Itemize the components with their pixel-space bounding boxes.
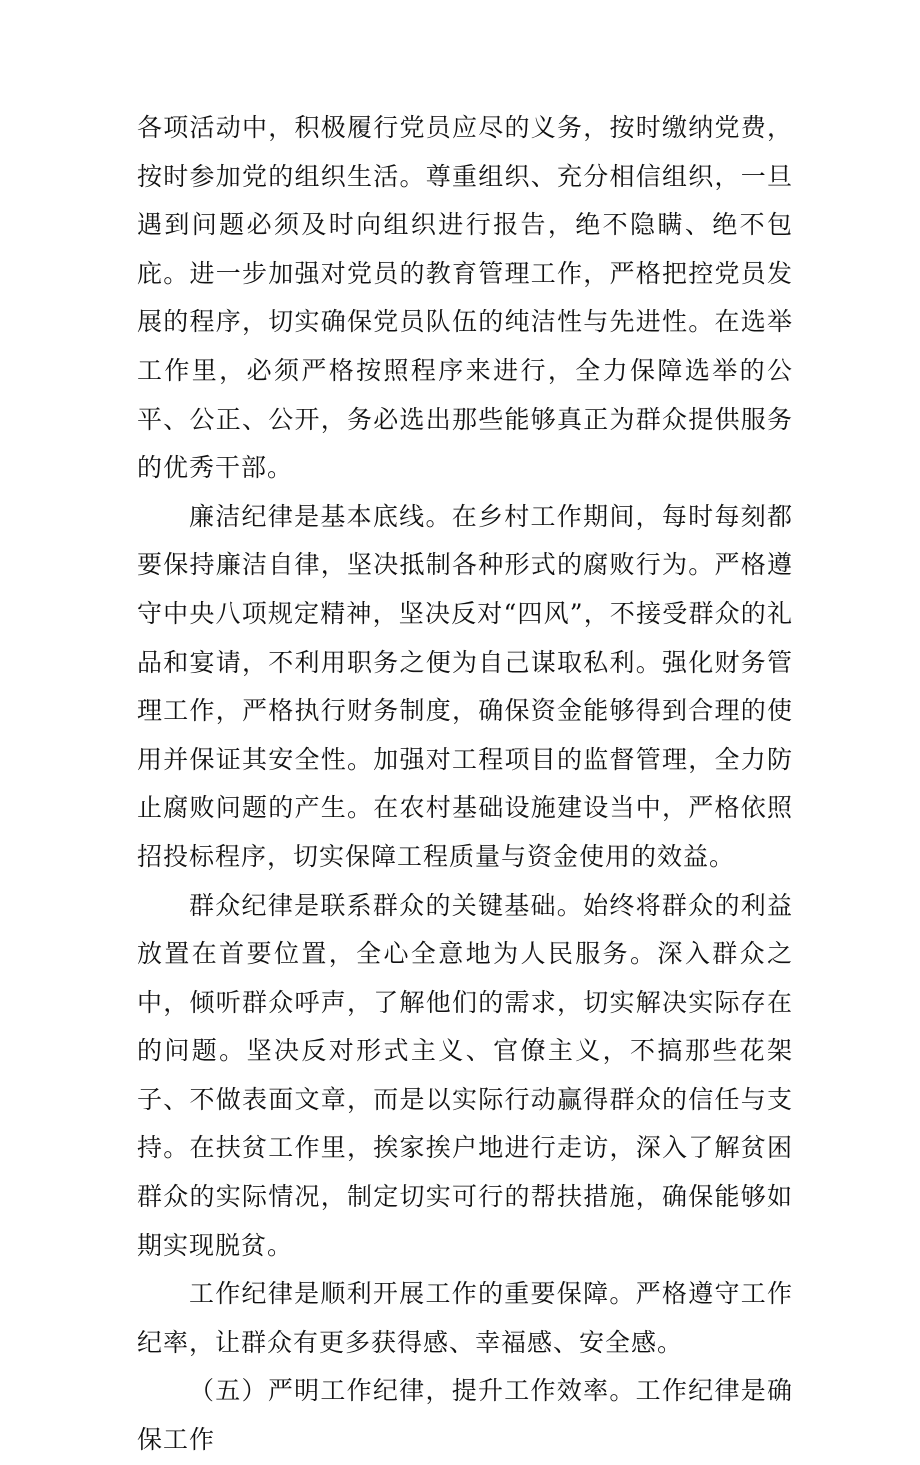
section-heading-five: （五）严明工作纪律，提升工作效率。工作纪律是确保工作 [137, 1376, 793, 1455]
paragraph-integrity-discipline: 廉洁纪律是基本底线。在乡村工作期间，每时每刻都要保持廉洁自律，坚决抵制各种形式的腐败行为。严格遵守中央八项规定精神，坚决反对“四风”，不接受群众的礼品和宴请，不利用职务之便为自己谋取私利。强化财务管理工作，严格执行财务制度，确保资金能够得到合理的使用并保证其安全性。加强对工程项目的监督管理，全力防止腐败问题的产生。在农村基础设施建设当中，严格依照招投标程序，切实保障工程质量与资金使用的效益。 [137, 501, 793, 871]
document-body [137, 104, 793, 1465]
paragraph-work-discipline: 工作纪律是顺利开展工作的重要保障。严格遵守工作纪率，让群众有更多获得感、幸福感、安全感。 [137, 1279, 793, 1357]
paragraph-party-discipline-continued: 各项活动中，积极履行党员应尽的义务，按时缴纳党费，按时参加党的组织生活。尊重组织、充分相信组织，一旦遇到问题必须及时向组织进行报告，绝不隐瞒、绝不包庇。进一步加强对党员的教育管理工作，严格把控党员发展的程序，切实确保党员队伍的纯洁性与先进性。在选举工作里，必须严格按照程序来进行，全力保障选举的公平、公正、公开，务必选出那些能够真正为群众提供服务的优秀干部。 [137, 113, 793, 483]
paragraph-mass-discipline: 群众纪律是联系群众的关键基础。始终将群众的利益放置在首要位置，全心全意地为人民服务。深入群众之中，倾听群众呼声，了解他们的需求，切实解决实际存在的问题。坚决反对形式主义、官僚主义，不搞那些花架子、不做表面文章，而是以实际行动赢得群众的信任与支持。在扶贫工作里，挨家挨户地进行走访，深入了解贫困群众的实际情况，制定切实可行的帮扶措施，确保能够如期实现脱贫。 [137, 890, 793, 1260]
